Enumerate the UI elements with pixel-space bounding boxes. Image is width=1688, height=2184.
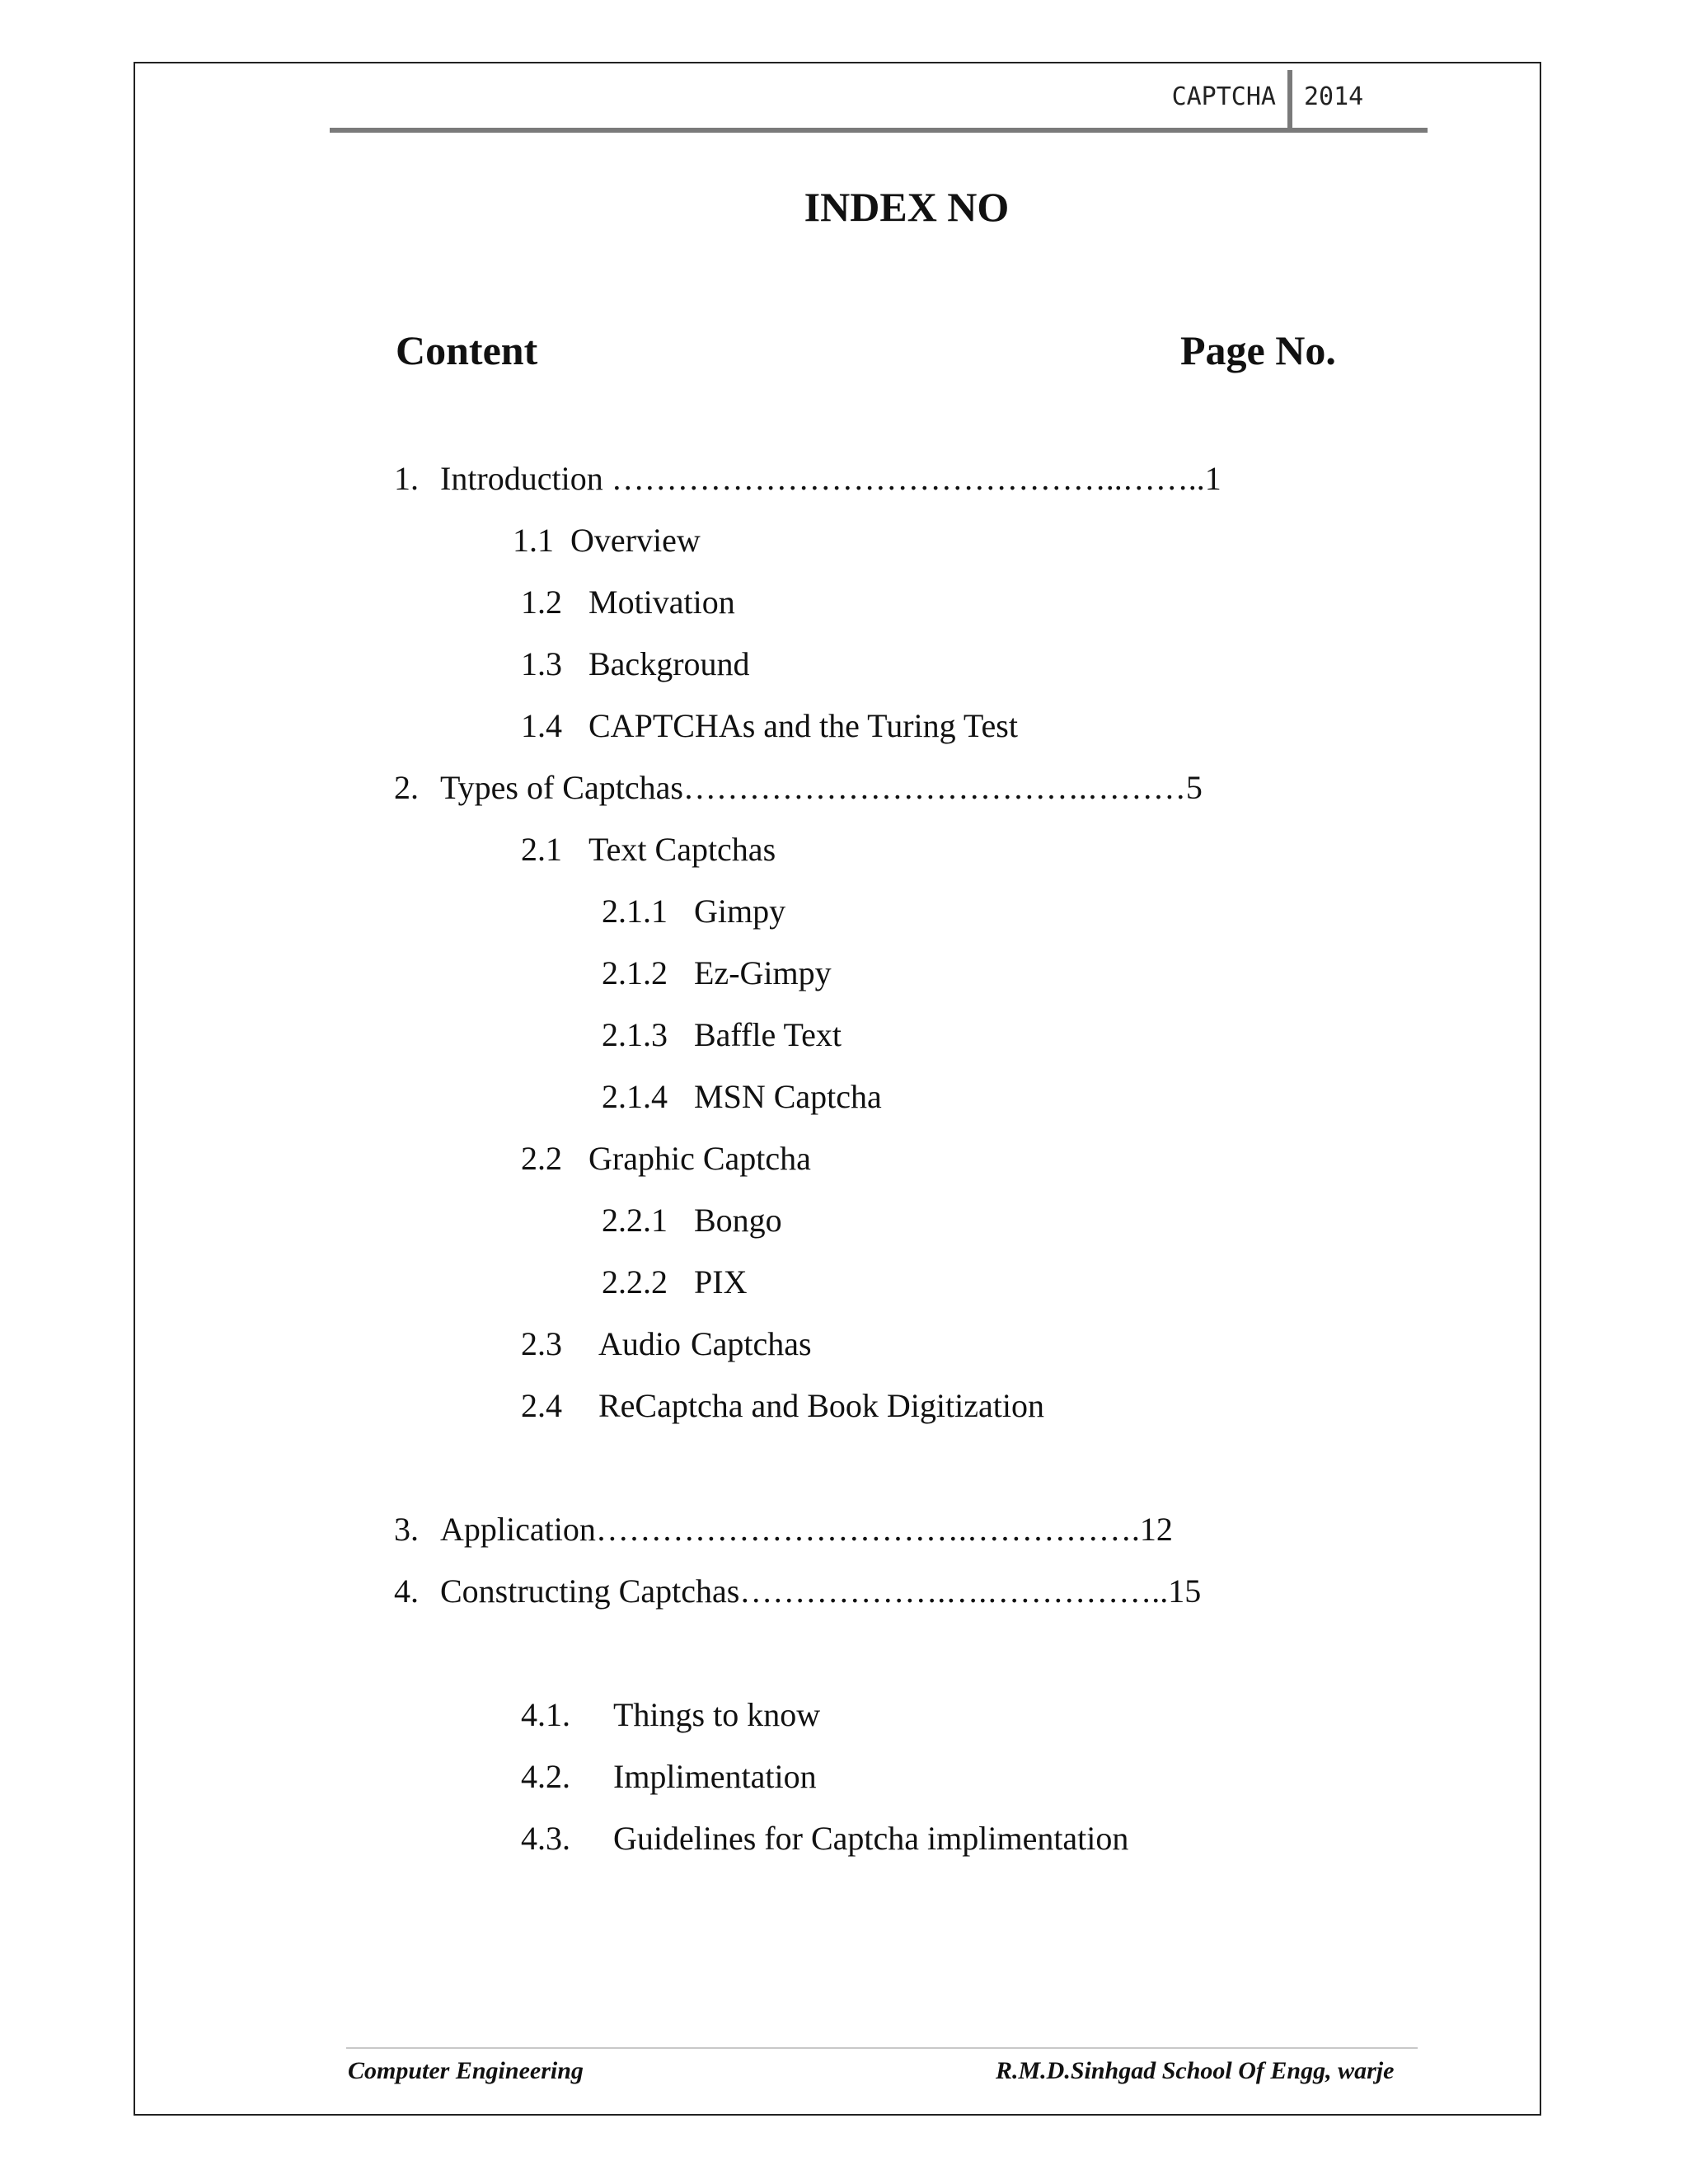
toc-entry-text: Constructing Captchas……………….….……………..15 bbox=[440, 1572, 1202, 1610]
toc-entry-number: 2.3 bbox=[521, 1325, 562, 1362]
toc-entry-number: 1. bbox=[394, 460, 419, 497]
toc-entry bbox=[513, 521, 701, 560]
toc-entry-number: 3. bbox=[394, 1511, 419, 1548]
toc-entry-number: 2. bbox=[394, 769, 419, 806]
page-no-column-heading: Page No. bbox=[1180, 327, 1336, 373]
toc-entry bbox=[602, 1015, 842, 1055]
toc-entry-text: Audio Captchas bbox=[598, 1325, 812, 1362]
toc-entry-text: Application…………………………….…………….12 bbox=[440, 1511, 1173, 1548]
toc-entry-number: 2.1.2 bbox=[602, 954, 668, 991]
toc-entry-text: Types of Captchas……………………………….………5 bbox=[440, 769, 1203, 806]
toc-entry-number: 2.2.2 bbox=[602, 1263, 668, 1301]
toc-entry bbox=[521, 1324, 812, 1364]
toc-entry bbox=[521, 1819, 1128, 1858]
toc-entry-text: Text Captchas bbox=[588, 831, 776, 868]
toc-entry bbox=[602, 1263, 747, 1302]
toc-entry bbox=[602, 1077, 882, 1117]
toc-entry-number: 1.3 bbox=[521, 645, 562, 682]
footer-institution: R.M.D.Sinhgad School Of Engg, warje bbox=[996, 2057, 1395, 2084]
toc-entry-text: MSN Captcha bbox=[694, 1078, 882, 1115]
toc-entry bbox=[602, 892, 785, 931]
toc-entry bbox=[521, 583, 735, 622]
toc-entry bbox=[521, 1386, 1044, 1426]
content-column-heading: Content bbox=[396, 327, 538, 373]
index-title: INDEX NO bbox=[804, 184, 1010, 230]
header-year: 2014 bbox=[1304, 82, 1364, 111]
toc-entry-number: 1.1 bbox=[513, 522, 554, 559]
header-rule bbox=[330, 128, 1428, 133]
toc-entry-text: Gimpy bbox=[694, 893, 786, 930]
toc-entry bbox=[521, 1757, 817, 1797]
toc-entry-text: PIX bbox=[694, 1263, 748, 1301]
footer-department: Computer Engineering bbox=[348, 2057, 584, 2084]
toc-entry-text: Ez-Gimpy bbox=[694, 954, 832, 991]
toc-entry-number: 2.4 bbox=[521, 1387, 562, 1424]
toc-entry-text: Overview bbox=[570, 522, 701, 559]
toc-entry bbox=[394, 459, 1221, 499]
toc-entry bbox=[521, 1695, 820, 1735]
toc-entry-number: 4.2. bbox=[521, 1758, 570, 1795]
toc-entry-number: 2.1.3 bbox=[602, 1016, 668, 1053]
toc-entry bbox=[602, 1201, 782, 1240]
toc-entry-number: 2.1.4 bbox=[602, 1078, 668, 1115]
toc-entry-text: Baffle Text bbox=[694, 1016, 842, 1053]
toc-entry-number: 2.1.1 bbox=[602, 893, 668, 930]
toc-entry-text: Graphic Captcha bbox=[588, 1140, 811, 1177]
header-title: CAPTCHA bbox=[1171, 82, 1276, 111]
toc-entry-text: Bongo bbox=[694, 1202, 782, 1239]
toc-entry-text: Things to know bbox=[613, 1696, 821, 1733]
toc-entry bbox=[521, 706, 1018, 746]
header-divider bbox=[1287, 70, 1292, 129]
toc-entry bbox=[394, 1510, 1173, 1549]
toc-entry-number: 1.2 bbox=[521, 583, 562, 621]
toc-entry-number: 2.2 bbox=[521, 1140, 562, 1177]
toc-entry-number: 4. bbox=[394, 1572, 419, 1610]
toc-entry-text: CAPTCHAs and the Turing Test bbox=[588, 707, 1018, 744]
toc-entry-number: 4.3. bbox=[521, 1820, 570, 1857]
toc-entry-text: Guidelines for Captcha implimentation bbox=[613, 1820, 1129, 1857]
toc-entry-number: 2.2.1 bbox=[602, 1202, 668, 1239]
toc-entry-number: 4.1. bbox=[521, 1696, 570, 1733]
toc-entry bbox=[521, 830, 776, 869]
toc-entry bbox=[394, 768, 1203, 808]
toc-entry-number: 1.4 bbox=[521, 707, 562, 744]
toc-entry bbox=[521, 1139, 811, 1179]
toc-entry bbox=[521, 644, 750, 684]
toc-entry-text: Introduction ………………………………………..……..1 bbox=[440, 460, 1221, 497]
toc-entry bbox=[394, 1572, 1201, 1611]
footer-rule bbox=[346, 2047, 1418, 2049]
toc-entry-number: 2.1 bbox=[521, 831, 562, 868]
toc-entry-text: Implimentation bbox=[613, 1758, 817, 1795]
toc-entry-text: Background bbox=[588, 645, 750, 682]
toc-entry-text: Motivation bbox=[588, 583, 735, 621]
toc-entry-text: ReCaptcha and Book Digitization bbox=[598, 1387, 1044, 1424]
toc-entry bbox=[602, 954, 832, 993]
